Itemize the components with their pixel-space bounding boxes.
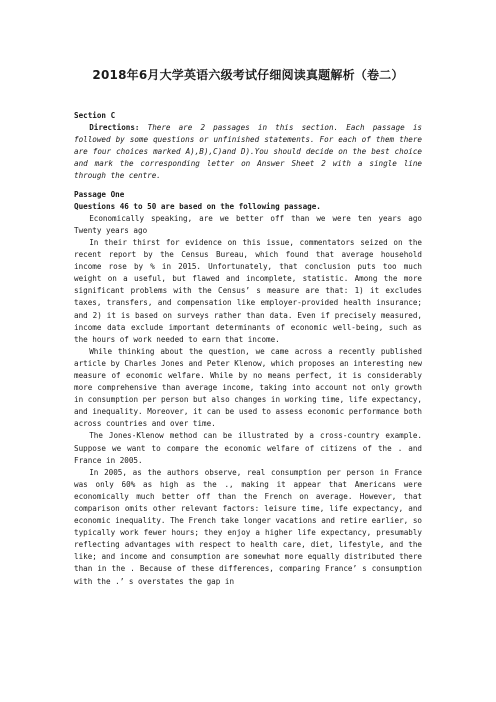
questions-line: Questions 46 to 50 are based on the following passage. bbox=[74, 201, 321, 211]
paragraph: The Jones-Klenow method can be illustrated by a cross-country example. Suppose we want to compare the economic welfare of citizens of the . and France in 2005. bbox=[74, 431, 422, 465]
directions-label: Directions: bbox=[89, 123, 140, 133]
page-title: 2018年6月大学英语六级考试仔细阅读真题解析（卷二） bbox=[92, 68, 404, 82]
paragraph: Economically speaking, are we better off than we were ten years ago Twenty years ago bbox=[74, 213, 422, 235]
directions-text: There are 2 passages in this section. Each passage is followed by some questions or unfinished statements. For each of them there are four choices marked A),B),C)and D).You should decide on the best choice and mark the corresponding letter on Answer Sheet 2 with a single line through the centre. bbox=[74, 123, 422, 181]
paragraph: In their thirst for evidence on this issue, commentators seized on the recent report by the Census Bureau, which found that average household income rose by % in 2015. Unfortunately, that conclusion puts too much weight on a useful, but flawed and incomplete, statistic. Among the more significant problems with the Census’ s measure are that: 1) it excludes taxes, transfers, and compensation like employer-provided health insurance; and 2) it is based on surveys rather than data. Even if precisely measured, income data exclude important determinants of economic well-being, such as the hours of work needed to earn that income. bbox=[74, 237, 422, 344]
document-body bbox=[74, 110, 422, 588]
passage-heading: Passage One bbox=[74, 189, 125, 199]
paragraph: In 2005, as the authors observe, real consumption per person in France was only 60% as high as the ., making it appear that Americans were economically much better off than the French on average. However, that comparison omits other relevant factors: leisure time, life expectancy, and economic inequality. The French take longer vacations and retire earlier, so typically work fewer hours; they enjoy a higher life expectancy, presumably reflecting advantages with respect to health care, diet, lifestyle, and the like; and income and consumption are somewhat more equally distributed there than in the . Because of these differences, comparing France’ s consumption with the .’ s overstates the gap in bbox=[74, 467, 422, 586]
paragraph: While thinking about the question, we came across a recently published article by Charles Jones and Peter Klenow, which proposes an interesting new measure of economic welfare. While by no means perfect, it is considerably more comprehensive than average income, taking into account not only growth in consumption per person but also changes in working time, life expectancy, and inequality. Moreover, it can be used to assess economic performance both across countries and over time. bbox=[74, 346, 422, 429]
section-heading: Section C bbox=[74, 111, 116, 120]
directions-paragraph bbox=[74, 122, 422, 182]
